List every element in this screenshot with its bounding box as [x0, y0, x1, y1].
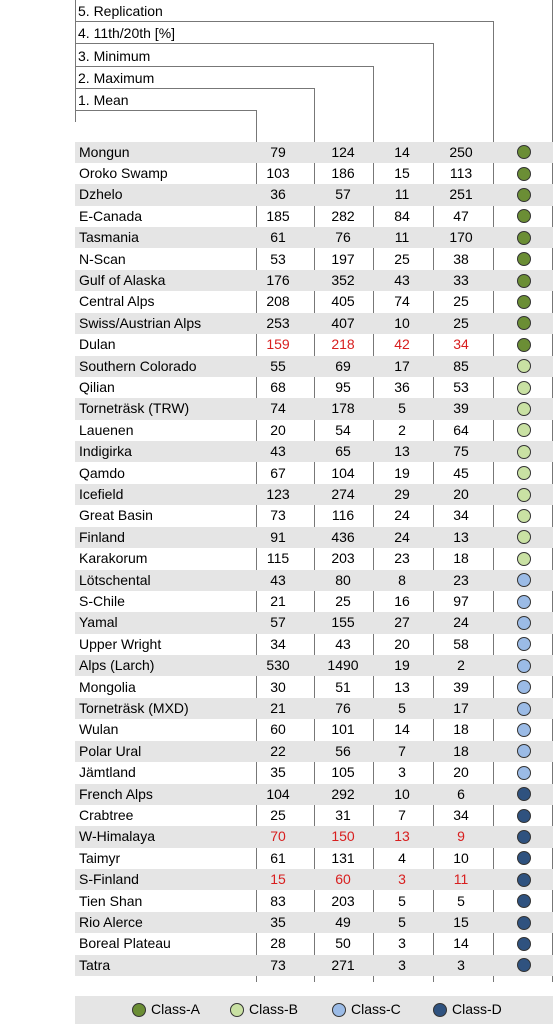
value-cell: 155 [331, 614, 355, 631]
class-marker [517, 659, 531, 673]
value-cell: 13 [394, 678, 410, 695]
value-cell: 5 [398, 892, 406, 909]
site-name: Karakorum [79, 550, 148, 567]
value-cell: 53 [453, 378, 469, 395]
value-cell: 74 [270, 400, 286, 417]
value-cell: 7 [398, 806, 406, 823]
value-cell: 20 [394, 635, 410, 652]
value-cell: 75 [453, 443, 469, 460]
site-name: Indigirka [79, 443, 132, 460]
site-name: Qilian [79, 378, 115, 395]
site-name: Wulan [79, 721, 119, 738]
value-cell: 23 [394, 550, 410, 567]
table-row [75, 249, 553, 270]
value-cell: 436 [331, 528, 355, 545]
value-cell: 84 [394, 207, 410, 224]
site-name: Dzhelo [79, 186, 123, 203]
value-cell: 10 [453, 849, 469, 866]
value-cell: 14 [453, 935, 469, 952]
value-cell: 20 [270, 421, 286, 438]
value-cell: 30 [270, 678, 286, 695]
value-cell: 22 [270, 742, 286, 759]
value-cell: 176 [266, 271, 290, 288]
table-row [75, 184, 553, 205]
header-left-rule [75, 0, 76, 122]
value-cell: 34 [453, 507, 469, 524]
value-cell: 218 [331, 336, 355, 353]
value-cell: 271 [331, 956, 355, 973]
value-cell: 5 [398, 913, 406, 930]
table-row [75, 334, 553, 355]
value-cell: 5 [398, 699, 406, 716]
value-cell: 20 [453, 485, 469, 502]
value-cell: 2 [398, 421, 406, 438]
value-cell: 43 [394, 271, 410, 288]
value-cell: 25 [453, 293, 469, 310]
value-cell: 43 [270, 443, 286, 460]
value-cell: 18 [453, 550, 469, 567]
value-cell: 34 [453, 806, 469, 823]
value-cell: 16 [394, 592, 410, 609]
value-cell: 208 [266, 293, 290, 310]
value-cell: 11 [394, 186, 410, 203]
value-cell: 17 [453, 699, 469, 716]
value-cell: 186 [331, 164, 355, 181]
value-cell: 3 [398, 764, 406, 781]
column-header-rule [75, 21, 493, 22]
table-row [75, 441, 553, 462]
value-cell: 79 [270, 143, 286, 160]
table-row [75, 484, 553, 505]
value-cell: 101 [331, 721, 355, 738]
column-header-label: 1. Mean [78, 92, 129, 108]
site-name: Torneträsk (MXD) [79, 699, 189, 716]
class-marker [517, 595, 531, 609]
value-cell: 51 [335, 678, 351, 695]
value-cell: 3 [398, 956, 406, 973]
value-cell: 10 [394, 785, 410, 802]
value-cell: 39 [453, 678, 469, 695]
value-cell: 76 [335, 699, 351, 716]
value-cell: 131 [331, 849, 355, 866]
table-row [75, 955, 553, 976]
value-cell: 60 [335, 871, 351, 888]
value-cell: 21 [270, 592, 286, 609]
value-cell: 57 [270, 614, 286, 631]
value-cell: 159 [266, 336, 290, 353]
value-cell: 39 [453, 400, 469, 417]
table-row [75, 891, 553, 912]
legend-marker [230, 1003, 244, 1017]
value-cell: 178 [331, 400, 355, 417]
value-cell: 38 [453, 250, 469, 267]
site-name: Tien Shan [79, 892, 143, 909]
table-row [75, 377, 553, 398]
table-row [75, 719, 553, 740]
legend-marker [433, 1003, 447, 1017]
site-name: Gulf of Alaska [79, 271, 166, 288]
value-cell: 23 [453, 571, 469, 588]
value-cell: 115 [266, 550, 290, 567]
value-cell: 19 [394, 657, 410, 674]
value-cell: 3 [398, 935, 406, 952]
class-marker [517, 445, 531, 459]
value-cell: 68 [270, 378, 286, 395]
class-marker [517, 552, 531, 566]
site-name: Southern Colorado [79, 357, 197, 374]
value-cell: 73 [270, 956, 286, 973]
legend-marker [132, 1003, 146, 1017]
value-cell: 42 [394, 336, 410, 353]
value-cell: 103 [266, 164, 290, 181]
table-row [75, 142, 553, 163]
class-marker [517, 167, 531, 181]
table-row [75, 420, 553, 441]
value-cell: 25 [270, 806, 286, 823]
table-row [75, 762, 553, 783]
site-name: Torneträsk (TRW) [79, 400, 190, 417]
site-name: Crabtree [79, 806, 134, 823]
value-cell: 13 [394, 828, 410, 845]
class-marker [517, 381, 531, 395]
value-cell: 97 [453, 592, 469, 609]
value-cell: 43 [335, 635, 351, 652]
value-cell: 24 [394, 507, 410, 524]
class-marker [517, 402, 531, 416]
table-row [75, 805, 553, 826]
column-header-rule [75, 66, 373, 67]
value-cell: 35 [270, 913, 286, 930]
value-cell: 64 [453, 421, 469, 438]
value-cell: 11 [453, 871, 469, 888]
value-cell: 14 [394, 721, 410, 738]
value-cell: 69 [335, 357, 351, 374]
table-row [75, 912, 553, 933]
value-cell: 18 [453, 742, 469, 759]
legend-label: Class-C [351, 1001, 401, 1017]
value-cell: 13 [453, 528, 469, 545]
class-marker [517, 231, 531, 245]
value-cell: 43 [270, 571, 286, 588]
class-marker [517, 873, 531, 887]
value-cell: 282 [331, 207, 355, 224]
site-name: Boreal Plateau [79, 935, 171, 952]
value-cell: 36 [394, 378, 410, 395]
value-cell: 170 [449, 229, 473, 246]
value-cell: 21 [270, 699, 286, 716]
value-cell: 76 [335, 229, 351, 246]
value-cell: 3 [457, 956, 465, 973]
site-name: N-Scan [79, 250, 126, 267]
value-cell: 53 [270, 250, 286, 267]
site-name: S-Finland [79, 871, 139, 888]
value-cell: 15 [453, 913, 469, 930]
value-cell: 124 [331, 143, 355, 160]
column-header-label: 5. Replication [78, 3, 163, 19]
value-cell: 25 [335, 592, 351, 609]
legend-label: Class-A [151, 1001, 201, 1017]
column-header-label: 4. 11th/20th [%] [78, 25, 176, 41]
value-cell: 34 [270, 635, 286, 652]
value-cell: 116 [331, 507, 355, 524]
value-cell: 61 [270, 229, 286, 246]
value-cell: 251 [449, 186, 473, 203]
value-cell: 95 [335, 378, 351, 395]
value-cell: 55 [270, 357, 286, 374]
value-cell: 197 [331, 250, 355, 267]
column-header-rule [75, 110, 256, 111]
value-cell: 11 [394, 229, 410, 246]
class-marker [517, 830, 531, 844]
site-name: Great Basin [79, 507, 153, 524]
value-cell: 27 [394, 614, 410, 631]
value-cell: 9 [457, 828, 465, 845]
class-marker [517, 766, 531, 780]
class-marker [517, 188, 531, 202]
value-cell: 85 [453, 357, 469, 374]
class-marker [517, 488, 531, 502]
value-cell: 250 [449, 143, 473, 160]
value-cell: 83 [270, 892, 286, 909]
value-cell: 14 [394, 143, 410, 160]
value-cell: 4 [398, 849, 406, 866]
value-cell: 405 [331, 293, 355, 310]
value-cell: 65 [335, 443, 351, 460]
value-cell: 67 [270, 464, 286, 481]
table-row [75, 612, 553, 633]
class-marker [517, 809, 531, 823]
site-name: Alps (Larch) [79, 657, 155, 674]
value-cell: 70 [270, 828, 286, 845]
value-cell: 61 [270, 849, 286, 866]
value-cell: 104 [266, 785, 290, 802]
value-cell: 15 [394, 164, 410, 181]
site-name: Icefield [79, 485, 124, 502]
value-cell: 49 [335, 913, 351, 930]
value-cell: 18 [453, 721, 469, 738]
value-cell: 35 [270, 764, 286, 781]
value-cell: 292 [331, 785, 355, 802]
value-cell: 47 [453, 207, 469, 224]
site-name: Jämtland [79, 764, 136, 781]
site-name: S-Chile [79, 592, 125, 609]
site-name: Rio Alerce [79, 913, 143, 930]
column-header-rule [75, 43, 433, 44]
value-cell: 58 [453, 635, 469, 652]
class-marker [517, 295, 531, 309]
value-cell: 45 [453, 464, 469, 481]
site-name: Tasmania [79, 229, 139, 246]
value-cell: 8 [398, 571, 406, 588]
site-name: Central Alps [79, 293, 155, 310]
site-name: Upper Wright [79, 635, 162, 652]
table-row [75, 527, 553, 548]
site-name: Finland [79, 528, 125, 545]
value-cell: 34 [453, 336, 469, 353]
site-name: Taimyr [79, 849, 121, 866]
site-name: Oroko Swamp [79, 164, 168, 181]
value-cell: 28 [270, 935, 286, 952]
value-cell: 185 [266, 207, 290, 224]
site-name: French Alps [79, 785, 153, 802]
class-marker [517, 916, 531, 930]
value-cell: 24 [394, 528, 410, 545]
value-cell: 60 [270, 721, 286, 738]
value-cell: 56 [335, 742, 351, 759]
value-cell: 19 [394, 464, 410, 481]
site-name: Lauenen [79, 421, 134, 438]
value-cell: 74 [394, 293, 410, 310]
value-cell: 73 [270, 507, 286, 524]
value-cell: 104 [331, 464, 355, 481]
legend-label: Class-D [452, 1001, 502, 1017]
table-row [75, 869, 553, 890]
value-cell: 2 [457, 657, 465, 674]
value-cell: 6 [457, 785, 465, 802]
site-name: E-Canada [79, 207, 143, 224]
site-name: Qamdo [79, 464, 125, 481]
site-name: Lötschental [79, 571, 151, 588]
value-cell: 57 [335, 186, 351, 203]
class-marker [517, 274, 531, 288]
column-header-label: 2. Maximum [78, 70, 155, 86]
value-cell: 1490 [327, 657, 359, 674]
value-cell: 54 [335, 421, 351, 438]
table-row [75, 741, 553, 762]
value-cell: 150 [331, 828, 355, 845]
value-cell: 24 [453, 614, 469, 631]
value-cell: 33 [453, 271, 469, 288]
table-row [75, 463, 553, 484]
legend-marker [332, 1003, 346, 1017]
value-cell: 20 [453, 764, 469, 781]
value-cell: 3 [398, 871, 406, 888]
value-cell: 203 [331, 550, 355, 567]
value-cell: 274 [331, 485, 355, 502]
value-cell: 25 [453, 314, 469, 331]
class-marker [517, 723, 531, 737]
value-cell: 50 [335, 935, 351, 952]
value-cell: 352 [331, 271, 355, 288]
value-cell: 530 [266, 657, 290, 674]
value-cell: 105 [331, 764, 355, 781]
table-row [75, 677, 553, 698]
legend [75, 996, 553, 1024]
site-name: Mongun [79, 143, 130, 160]
value-cell: 123 [266, 485, 290, 502]
site-name: Dulan [79, 336, 116, 353]
value-cell: 36 [270, 186, 286, 203]
legend-label: Class-B [249, 1001, 299, 1017]
value-cell: 91 [270, 528, 286, 545]
value-cell: 253 [266, 314, 290, 331]
column-header-rule [75, 88, 314, 89]
value-cell: 10 [394, 314, 410, 331]
site-name: W-Himalaya [79, 828, 155, 845]
site-name: Tatra [79, 956, 111, 973]
value-cell: 29 [394, 485, 410, 502]
site-name: Polar Ural [79, 742, 142, 759]
value-cell: 5 [398, 400, 406, 417]
table-row [75, 848, 553, 869]
value-cell: 80 [335, 571, 351, 588]
value-cell: 17 [394, 357, 410, 374]
value-cell: 203 [331, 892, 355, 909]
table-row [75, 227, 553, 248]
value-cell: 31 [335, 806, 351, 823]
class-marker [517, 338, 531, 352]
site-name: Mongolia [79, 678, 136, 695]
class-marker [517, 937, 531, 951]
class-marker [517, 702, 531, 716]
value-cell: 15 [270, 871, 286, 888]
value-cell: 13 [394, 443, 410, 460]
value-cell: 7 [398, 742, 406, 759]
value-cell: 25 [394, 250, 410, 267]
site-name: Swiss/Austrian Alps [79, 314, 202, 331]
value-cell: 5 [457, 892, 465, 909]
site-name: Yamal [79, 614, 118, 631]
table-row [75, 591, 553, 612]
value-cell: 113 [449, 164, 473, 181]
value-cell: 407 [331, 314, 355, 331]
class-marker [517, 509, 531, 523]
class-marker [517, 616, 531, 630]
column-header-label: 3. Minimum [78, 48, 151, 64]
table-row [75, 206, 553, 227]
